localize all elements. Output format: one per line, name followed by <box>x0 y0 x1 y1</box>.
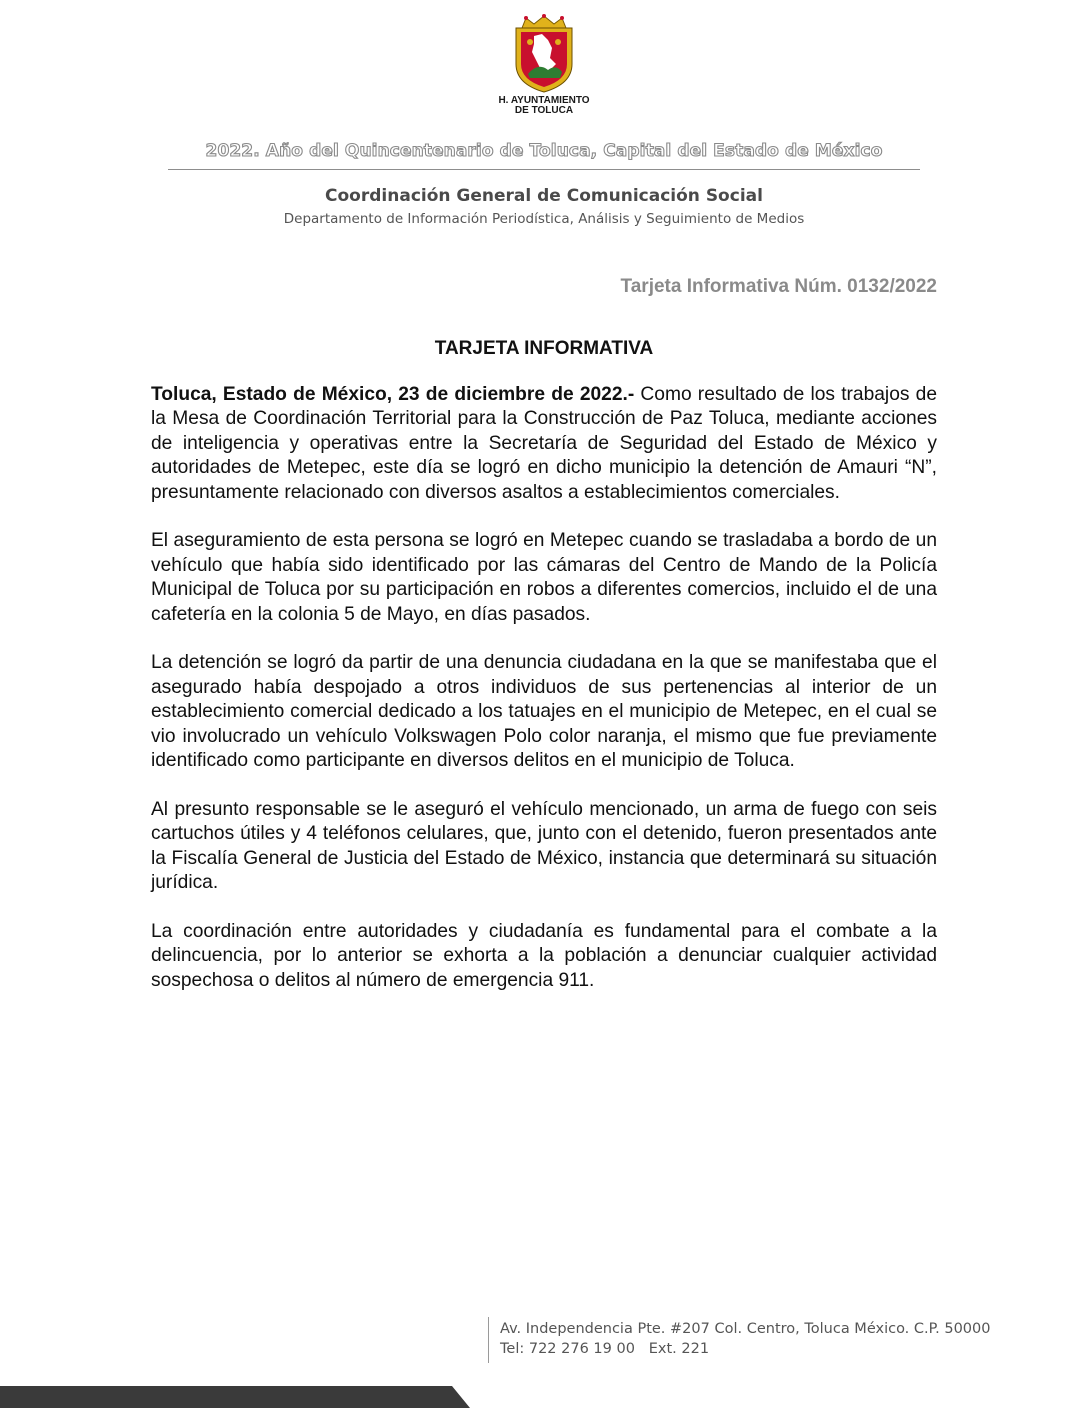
logo-caption-line1: H. AYUNTAMIENTO <box>498 95 590 106</box>
paragraph-2: El aseguramiento de esta persona se logró en Metepec cuando se trasladaba a bordo de un vehículo que había sido identificado por las cámaras del Centro de Mando de la Policía Municipal de Toluca por su participación en robos a diferentes comercios, incluido el de una cafetería en la colonia 5 de Mayo, en días pasados. <box>151 530 937 625</box>
logo-caption <box>488 96 600 116</box>
footer-bar <box>0 1386 1088 1408</box>
toluca-coat-of-arms-icon <box>508 14 580 94</box>
footer-divider <box>488 1317 489 1363</box>
sub-department-title: Departamento de Información Periodística, Análisis y Seguimiento de Medios <box>283 211 805 227</box>
paragraph-5: La coordinación entre autoridades y ciudadanía es fundamental para el combate a la delincuencia, por lo anterior se exhorta a la población a denunciar cualquier actividad sospechosa o delitos al número de emergencia 911. <box>151 920 937 991</box>
header-divider <box>168 169 920 170</box>
paragraph-1-text: Como resultado de los trabajos de la Mesa de Coordinación Territorial para la Construcción de Paz Toluca, mediante acciones de inteligencia y operativas entre la Secretaría de Seguridad del Estado de México y autoridades de Metepec, este día se logró en dicho municipio la detención de Amauri “N”, presuntamente relacionado con diversos asaltos a establecimientos comerciales. <box>151 384 937 503</box>
dateline: Toluca, Estado de México, 23 de diciembre de 2022.- <box>151 384 635 405</box>
document-body <box>151 383 937 1017</box>
footer-extension: Ext. 221 <box>648 1341 710 1357</box>
footer-phone: Tel: 722 276 19 00 <box>500 1341 635 1357</box>
paragraph-3: La detención se logró da partir de una denuncia ciudadana en la que se manifestaba que el asegurado había despojado a otros individuos de sus pertenencias al interior de un establecimiento comercial dedicado a los tatuajes en el municipio de Metepec, en el cual se vio involucrado un vehículo Volkswagen Polo color naranja, el mismo que fue previamente identificado como participante en diversos delitos en el municipio de Toluca. <box>151 652 937 772</box>
year-motto: 2022. Año del Quincentenario de Toluca, Capital del Estado de México <box>205 141 883 161</box>
footer-address: Av. Independencia Pte. #207 Col. Centro, Toluca México. C.P. 50000 <box>500 1321 991 1337</box>
header-logo <box>488 14 600 120</box>
paragraph-1 <box>151 383 937 505</box>
footer-contact <box>500 1319 990 1359</box>
document-title: TARJETA INFORMATIVA <box>434 338 654 359</box>
logo-caption-line2: DE TOLUCA <box>514 105 574 116</box>
department-title: Coordinación General de Comunicación Social <box>325 186 763 206</box>
card-number: Tarjeta Informativa Núm. 0132/2022 <box>620 276 937 297</box>
paragraph-4: Al presunto responsable se le aseguró el vehículo mencionado, un arma de fuego con seis cartuchos útiles y 4 teléfonos celulares, que, junto con el detenido, fueron presentados ante la Fiscalía General de Justicia del Estado de México, instancia que determinará su situación jurídica. <box>151 798 937 894</box>
footer-phone-line <box>500 1339 990 1359</box>
